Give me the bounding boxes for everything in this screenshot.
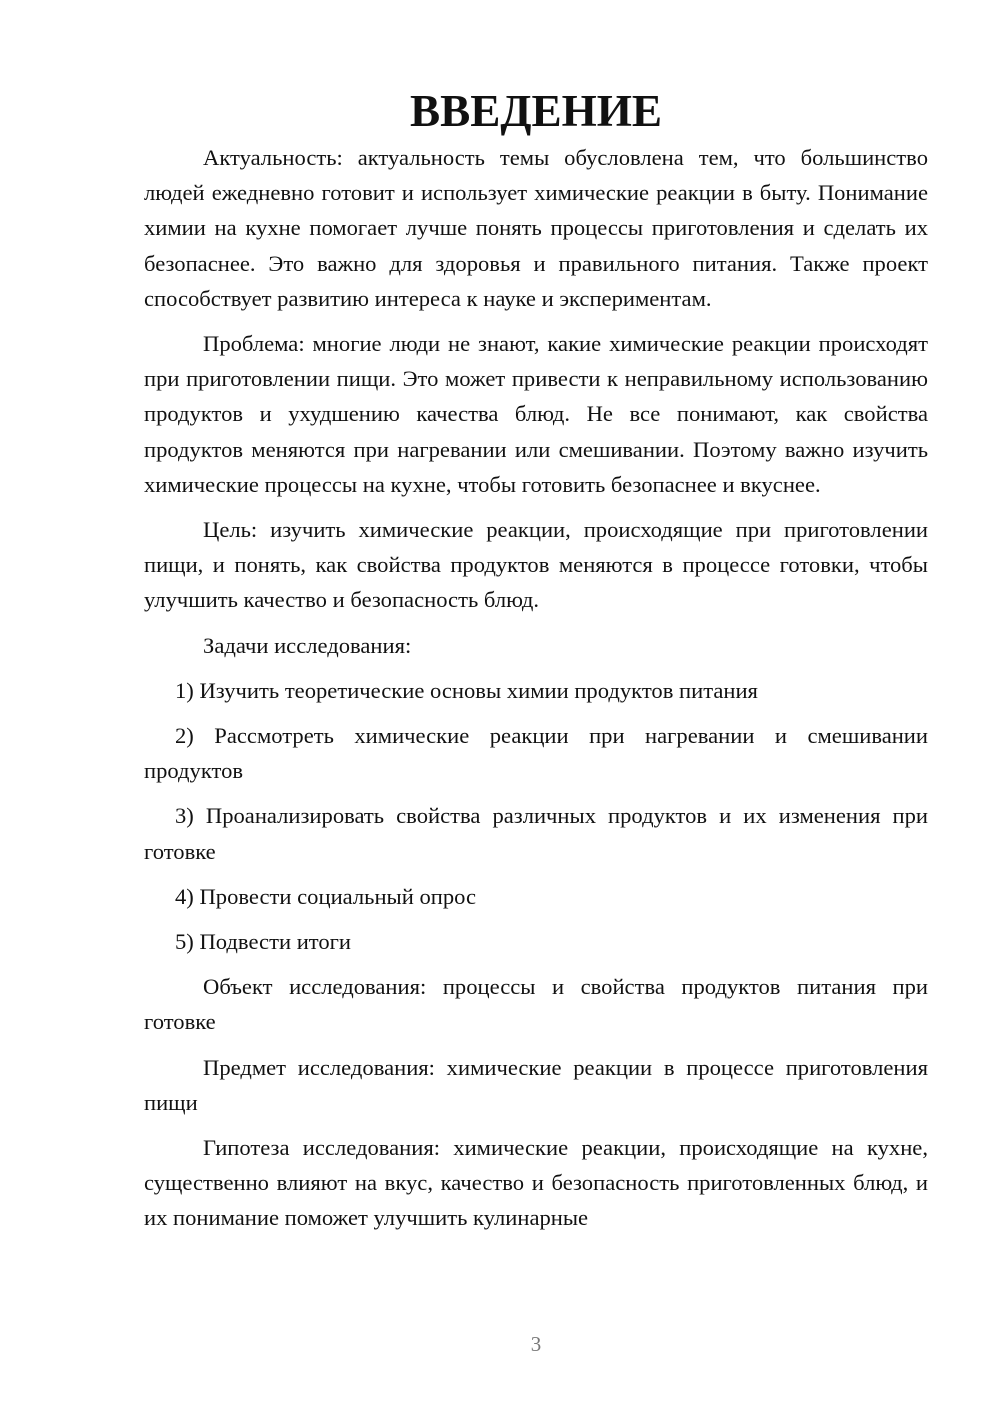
problem-paragraph: Проблема: многие люди не знают, какие химические реакции происходят при приготовлении пищи. Это может привести к неправильному использованию продуктов и ухудшению качества блюд. Не все понимают, как свойства продуктов меняются при нагревании или смешивании. Поэтому важно изучить химические процессы на кухне, чтобы готовить безопаснее и вкуснее. (144, 331, 928, 497)
task-item-3: 3) Проанализировать свойства различных продуктов и их изменения при готовке (144, 803, 928, 864)
task-item-5: 5) Подвести итоги (175, 929, 352, 955)
relevance-paragraph: Актуальность: актуальность темы обусловлена тем, что большинство людей ежедневно готовит и использует химические реакции в быту. Понимание химии на кухне помогает лучше понять процессы приготовления и сделать их безопаснее. Это важно для здоровья и правильного питания. Также проект способствует развитию интереса к науке и экспериментам. (144, 145, 928, 311)
hypothesis-paragraph: Гипотеза исследования: химические реакции, происходящие на кухне, существенно влияют на вкус, качество и безопасность приготовленных блюд, и их понимание поможет улучшить кулинарные (144, 1135, 928, 1231)
subject-paragraph: Предмет исследования: химические реакции в процессе приготовления пищи (144, 1054, 928, 1115)
section-title: ВВЕДЕНИЕ (409, 86, 663, 136)
page-number: 3 (530, 1332, 542, 1356)
tasks-heading: Задачи исследования: (203, 632, 412, 658)
task-item-4: 4) Провести социальный опрос (175, 883, 477, 909)
object-paragraph: Объект исследования: процессы и свойства продуктов питания при готовке (144, 974, 928, 1035)
document-page (144, 86, 928, 1236)
task-item-2: 2) Рассмотреть химические реакции при нагревании и смешивании продуктов (144, 723, 928, 784)
task-item-1: 1) Изучить теоретические основы химии продуктов питания (175, 677, 758, 703)
goal-paragraph: Цель: изучить химические реакции, происходящие при приготовлении пищи, и понять, как свойства продуктов меняются в процессе готовки, чтобы улучшить качество и безопасность блюд. (144, 517, 928, 613)
